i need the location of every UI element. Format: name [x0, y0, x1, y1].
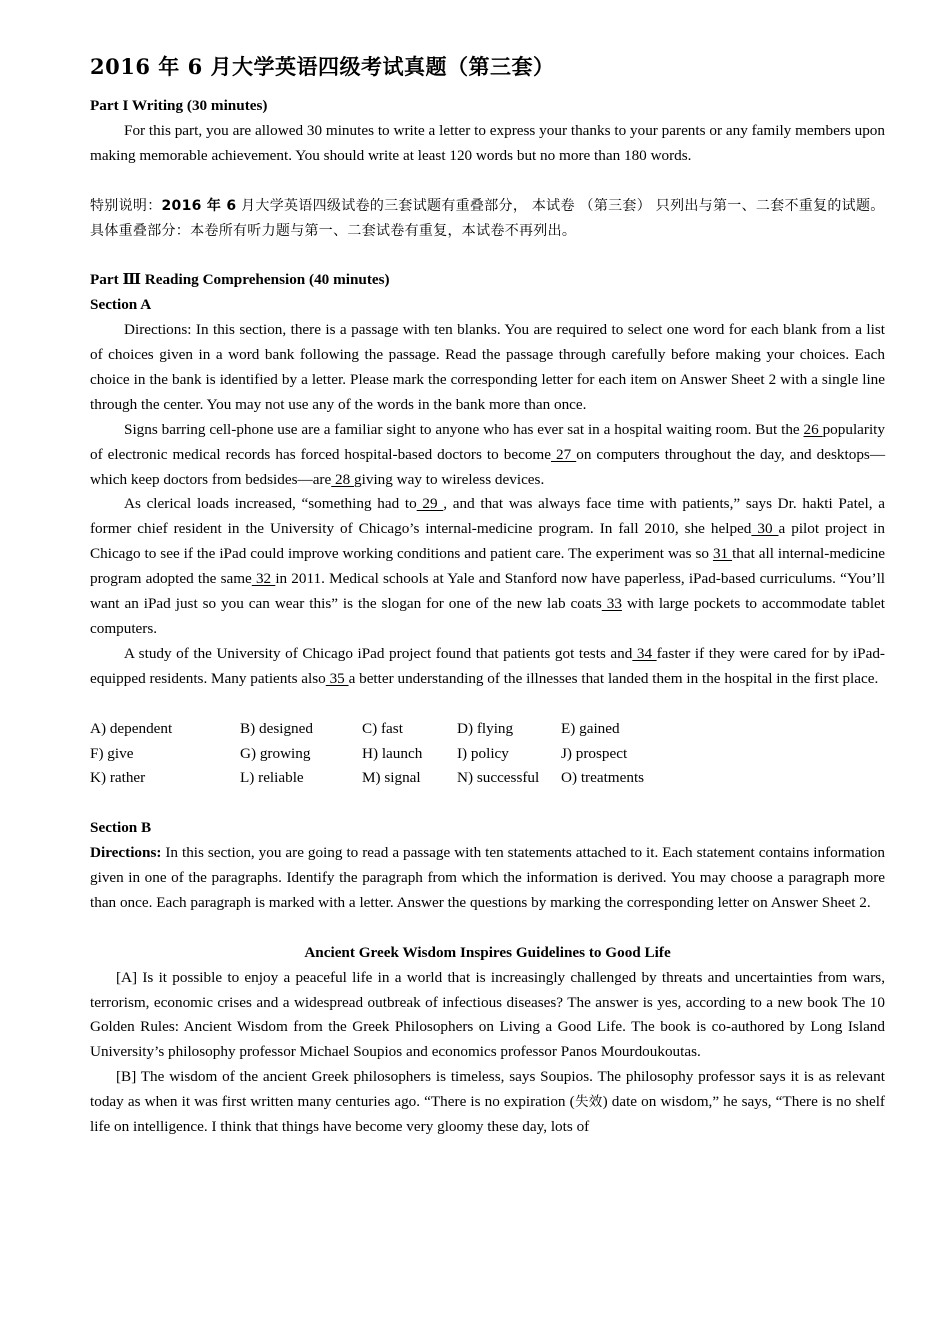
- special-note: [90, 194, 885, 219]
- part3-heading: Part Ⅲ Reading Comprehension (40 minutes): [90, 271, 390, 289]
- blank-30[interactable]: 30: [751, 520, 779, 538]
- blank-29[interactable]: 29: [416, 495, 444, 513]
- section-b-directions: Directions: In this section, you are going to read a passage with ten statements attached to it. Each statement contains information given in one of the paragraphs. Identify the paragraph from which the information is derived. You may choose a paragraph more than once. Each paragraph is marked with a letter. Answer the questions by marking the corresponding letter on Answer Sheet 2.: [90, 844, 885, 911]
- word-option: L) reliable: [240, 769, 304, 787]
- note-date: 2016 年 6: [161, 197, 237, 214]
- word-option: E) gained: [561, 719, 620, 737]
- word-bank: [90, 717, 885, 792]
- passage-paragraph-1: Signs barring cell-phone use are a familiar sight to anyone who has ever sat in a hospital waiting room. But the 26 popularity of electronic medical records has forced hospital-based doctors to become 27 on computers throughout the day, and desktops—which keep doctors from bedsides—are 28 giving way to wireless devices.: [90, 420, 886, 488]
- document-page: [90, 52, 885, 1140]
- paragraph-b: [B] The wisdom of the ancient Greek philosophers is timeless, says Soupios. The philosophy professor says it is as relevant today as when it was first written many centuries ago. “There is no expiration (失效) date on wisdom,” he says, “There is no shelf life on intelligence. I think that things have become very gloomy these day, lots of: [90, 1068, 885, 1136]
- blank-26[interactable]: 26: [803, 420, 823, 438]
- blank-31[interactable]: 31: [712, 545, 733, 563]
- word-option: H) launch: [362, 744, 423, 762]
- overlap-note: 具体重叠部分：本卷所有听力题与第一、二套试卷有重复，本试卷不再列出。: [90, 222, 577, 239]
- word-option: C) fast: [362, 719, 403, 737]
- word-option: A) dependent: [90, 719, 173, 737]
- blank-32[interactable]: 32: [251, 570, 276, 588]
- blank-35[interactable]: 35: [325, 669, 349, 687]
- word-option: N) successful: [457, 769, 540, 787]
- section-a-heading: Section A: [90, 296, 152, 314]
- blank-33[interactable]: 33: [601, 595, 622, 613]
- blank-27[interactable]: 27: [550, 445, 577, 463]
- word-bank-row: [90, 717, 885, 742]
- word-option: J) prospect: [561, 744, 628, 762]
- word-option: B) designed: [240, 719, 313, 737]
- part1-instructions: For this part, you are allowed 30 minutes to write a letter to express your thanks to your parents or any family members upon making memorable achievement. You should write at least 120 words but no more than 180 words.: [90, 121, 885, 164]
- word-bank-row: [90, 742, 885, 767]
- note-label: 特别说明：: [90, 197, 162, 214]
- passage-paragraph-3: A study of the University of Chicago iPad project found that patients got tests and 34 faster if they were cared for by iPad-equipped residents. Many patients also 35 a better understanding of the illnesses that landed them in the hospital in the first place.: [90, 644, 885, 687]
- section-b-heading: Section B: [90, 819, 152, 837]
- word-bank-row: [90, 766, 885, 791]
- paragraph-a: [A] Is it possible to enjoy a peaceful life in a world that is increasingly challenged by threats and uncertainties from wars, terrorism, economic crises and a widespread outbreak of infectious diseases? The answer is yes, according to a new book The 10 Golden Rules: Ancient Wisdom from the Greek Philosophers on Living a Good Life. The book is co-authored by Long Island University’s philosophy professor Michael Soupios and economics professor Panos Mourdoukoutas.: [90, 968, 885, 1061]
- note-text: 月大学英语四级试卷的三套试题有重叠部分， 本试卷 （第三套） 只列出与第一、二套不重复的试题。: [241, 197, 885, 214]
- passage-paragraph-2: As clerical loads increased, “something had to 29 , and that was always face time with patients,” says Dr. hakti Patel, a former chief resident in the University of Chicago’s internal-medicine program. In fall 2010, she helped 30 a pilot project in Chicago to see if the iPad could improve working conditions and patient care. The experiment was so 31 that all internal-medicine program adopted the same 32 in 2011. Medical schools at Yale and Stanford now have paperless, iPad-based curriculums. “You’ll want an iPad just so you can wear this” is the slogan for one of the new lab coats 33 with large pockets to accommodate tablet computers.: [90, 495, 886, 637]
- blank-28[interactable]: 28: [331, 470, 355, 488]
- word-option: G) growing: [240, 744, 311, 762]
- word-option: O) treatments: [561, 769, 645, 787]
- word-option: I) policy: [457, 744, 509, 762]
- word-option: D) flying: [457, 719, 514, 737]
- word-option: K) rather: [90, 769, 146, 787]
- word-option: F) give: [90, 744, 134, 762]
- section-a-directions: Directions: In this section, there is a passage with ten blanks. You are required to select one word for each blank from a list of choices given in a word bank following the passage. Read the passage through carefully before making your choices. Each choice in the bank is identified by a letter. Please mark the corresponding letter for each item on Answer Sheet 2 with a single line through the center. You may not use any of the words in the bank more than once.: [90, 321, 885, 413]
- word-option: M) signal: [362, 769, 421, 787]
- passage-title: Ancient Greek Wisdom Inspires Guidelines to Good Life: [304, 943, 671, 961]
- blank-34[interactable]: 34: [632, 644, 657, 662]
- page-title: 2016 年 6 月大学英语四级考试真题（第三套）: [90, 54, 555, 79]
- part1-heading: Part I Writing (30 minutes): [90, 97, 268, 114]
